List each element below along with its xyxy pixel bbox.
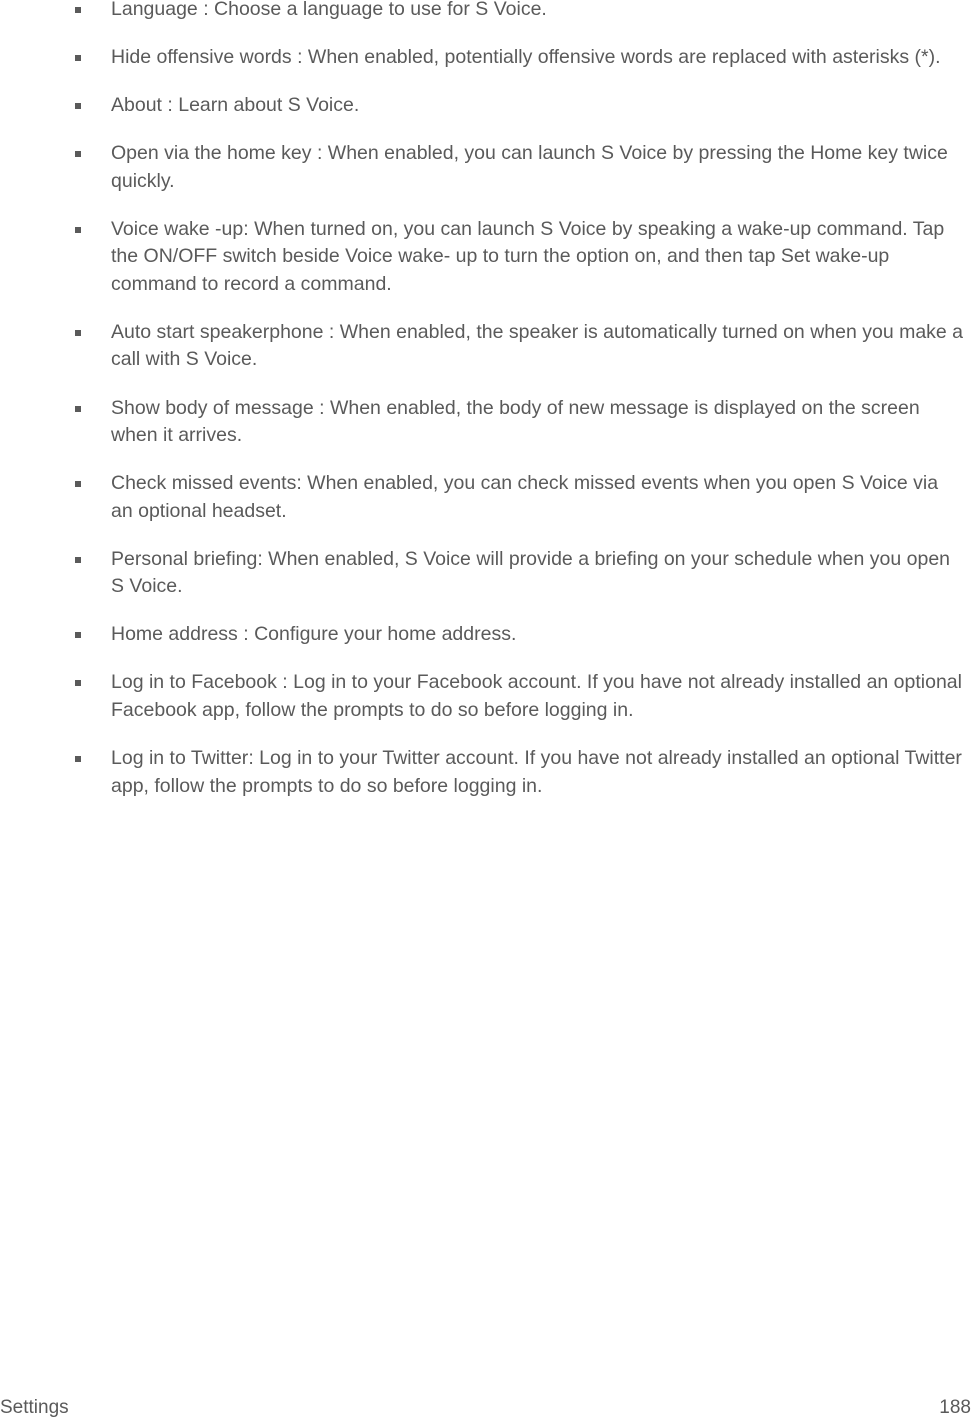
item-description: : Choose a language to use for S Voice.	[203, 0, 547, 20]
item-description: : When enabled, S Voice will provide a briefing on your schedule when you open S Voice.	[111, 547, 951, 598]
list-item	[0, 395, 973, 450]
item-description: : Log in to your Twitter account. If you have not already installed an optional Twitter app, follow the prompts to do so before logging in.	[111, 747, 962, 797]
list-item	[0, 216, 973, 299]
square-bullet-icon	[75, 756, 81, 762]
list-item	[0, 319, 973, 374]
item-description: : Configure your home address.	[243, 623, 517, 646]
item-description: : When turned on, you can launch S Voice by speaking a wake-up command. Tap the ON/OFF switch beside Voice wake- up to turn the option on, and then tap Set wake-up command to record a command.	[111, 217, 945, 295]
item-term: Hide offensive words	[111, 46, 292, 69]
list-item	[0, 0, 973, 24]
item-term: Personal briefing	[111, 547, 258, 570]
footer-page-number: 188	[939, 1397, 971, 1418]
item-description: : When enabled, the speaker is automatically turned on when you make a call with S Voice.	[111, 320, 964, 371]
item-term: Language	[111, 0, 198, 20]
item-term: Auto start speakerphone	[111, 320, 324, 343]
item-term: About	[111, 94, 162, 117]
item-term: Log in to Facebook	[111, 671, 277, 694]
square-bullet-icon	[75, 557, 81, 563]
footer-section-title: Settings	[0, 1397, 69, 1418]
square-bullet-icon	[75, 55, 81, 61]
square-bullet-icon	[75, 7, 81, 13]
square-bullet-icon	[75, 330, 81, 336]
list-item	[0, 669, 973, 724]
item-description: : Learn about S Voice.	[167, 94, 360, 117]
square-bullet-icon	[75, 406, 81, 412]
square-bullet-icon	[75, 632, 81, 638]
list-item	[0, 745, 973, 800]
square-bullet-icon	[75, 227, 81, 233]
list-item	[0, 621, 973, 649]
item-term: Open via the home key	[111, 142, 312, 165]
square-bullet-icon	[75, 680, 81, 686]
item-term: Show body of message	[111, 396, 314, 419]
item-description: : When enabled, you can check missed events when you open S Voice via an optional headset.	[111, 472, 939, 522]
list-item	[0, 546, 973, 601]
item-description: : When enabled, the body of new message is displayed on the screen when it arrives.	[111, 396, 920, 447]
item-description: : When enabled, potentially offensive words are replaced with asterisks (*).	[297, 46, 941, 69]
item-term: Home address	[111, 623, 238, 646]
square-bullet-icon	[75, 151, 81, 157]
square-bullet-icon	[75, 103, 81, 109]
item-description: : When enabled, you can launch S Voice by pressing the Home key twice quickly.	[111, 142, 948, 192]
list-item	[0, 470, 973, 525]
item-description: : Log in to your Facebook account. If you have not already installed an optional Facebook app, follow the prompts to do so before logging in.	[111, 671, 962, 721]
item-term: Voice wake -up	[111, 217, 244, 240]
list-item	[0, 92, 973, 120]
list-item	[0, 44, 973, 72]
page-footer	[0, 1396, 973, 1420]
list-item	[0, 140, 973, 195]
item-term: Check missed events	[111, 472, 297, 495]
square-bullet-icon	[75, 481, 81, 487]
item-term: Log in to Twitter	[111, 747, 249, 770]
